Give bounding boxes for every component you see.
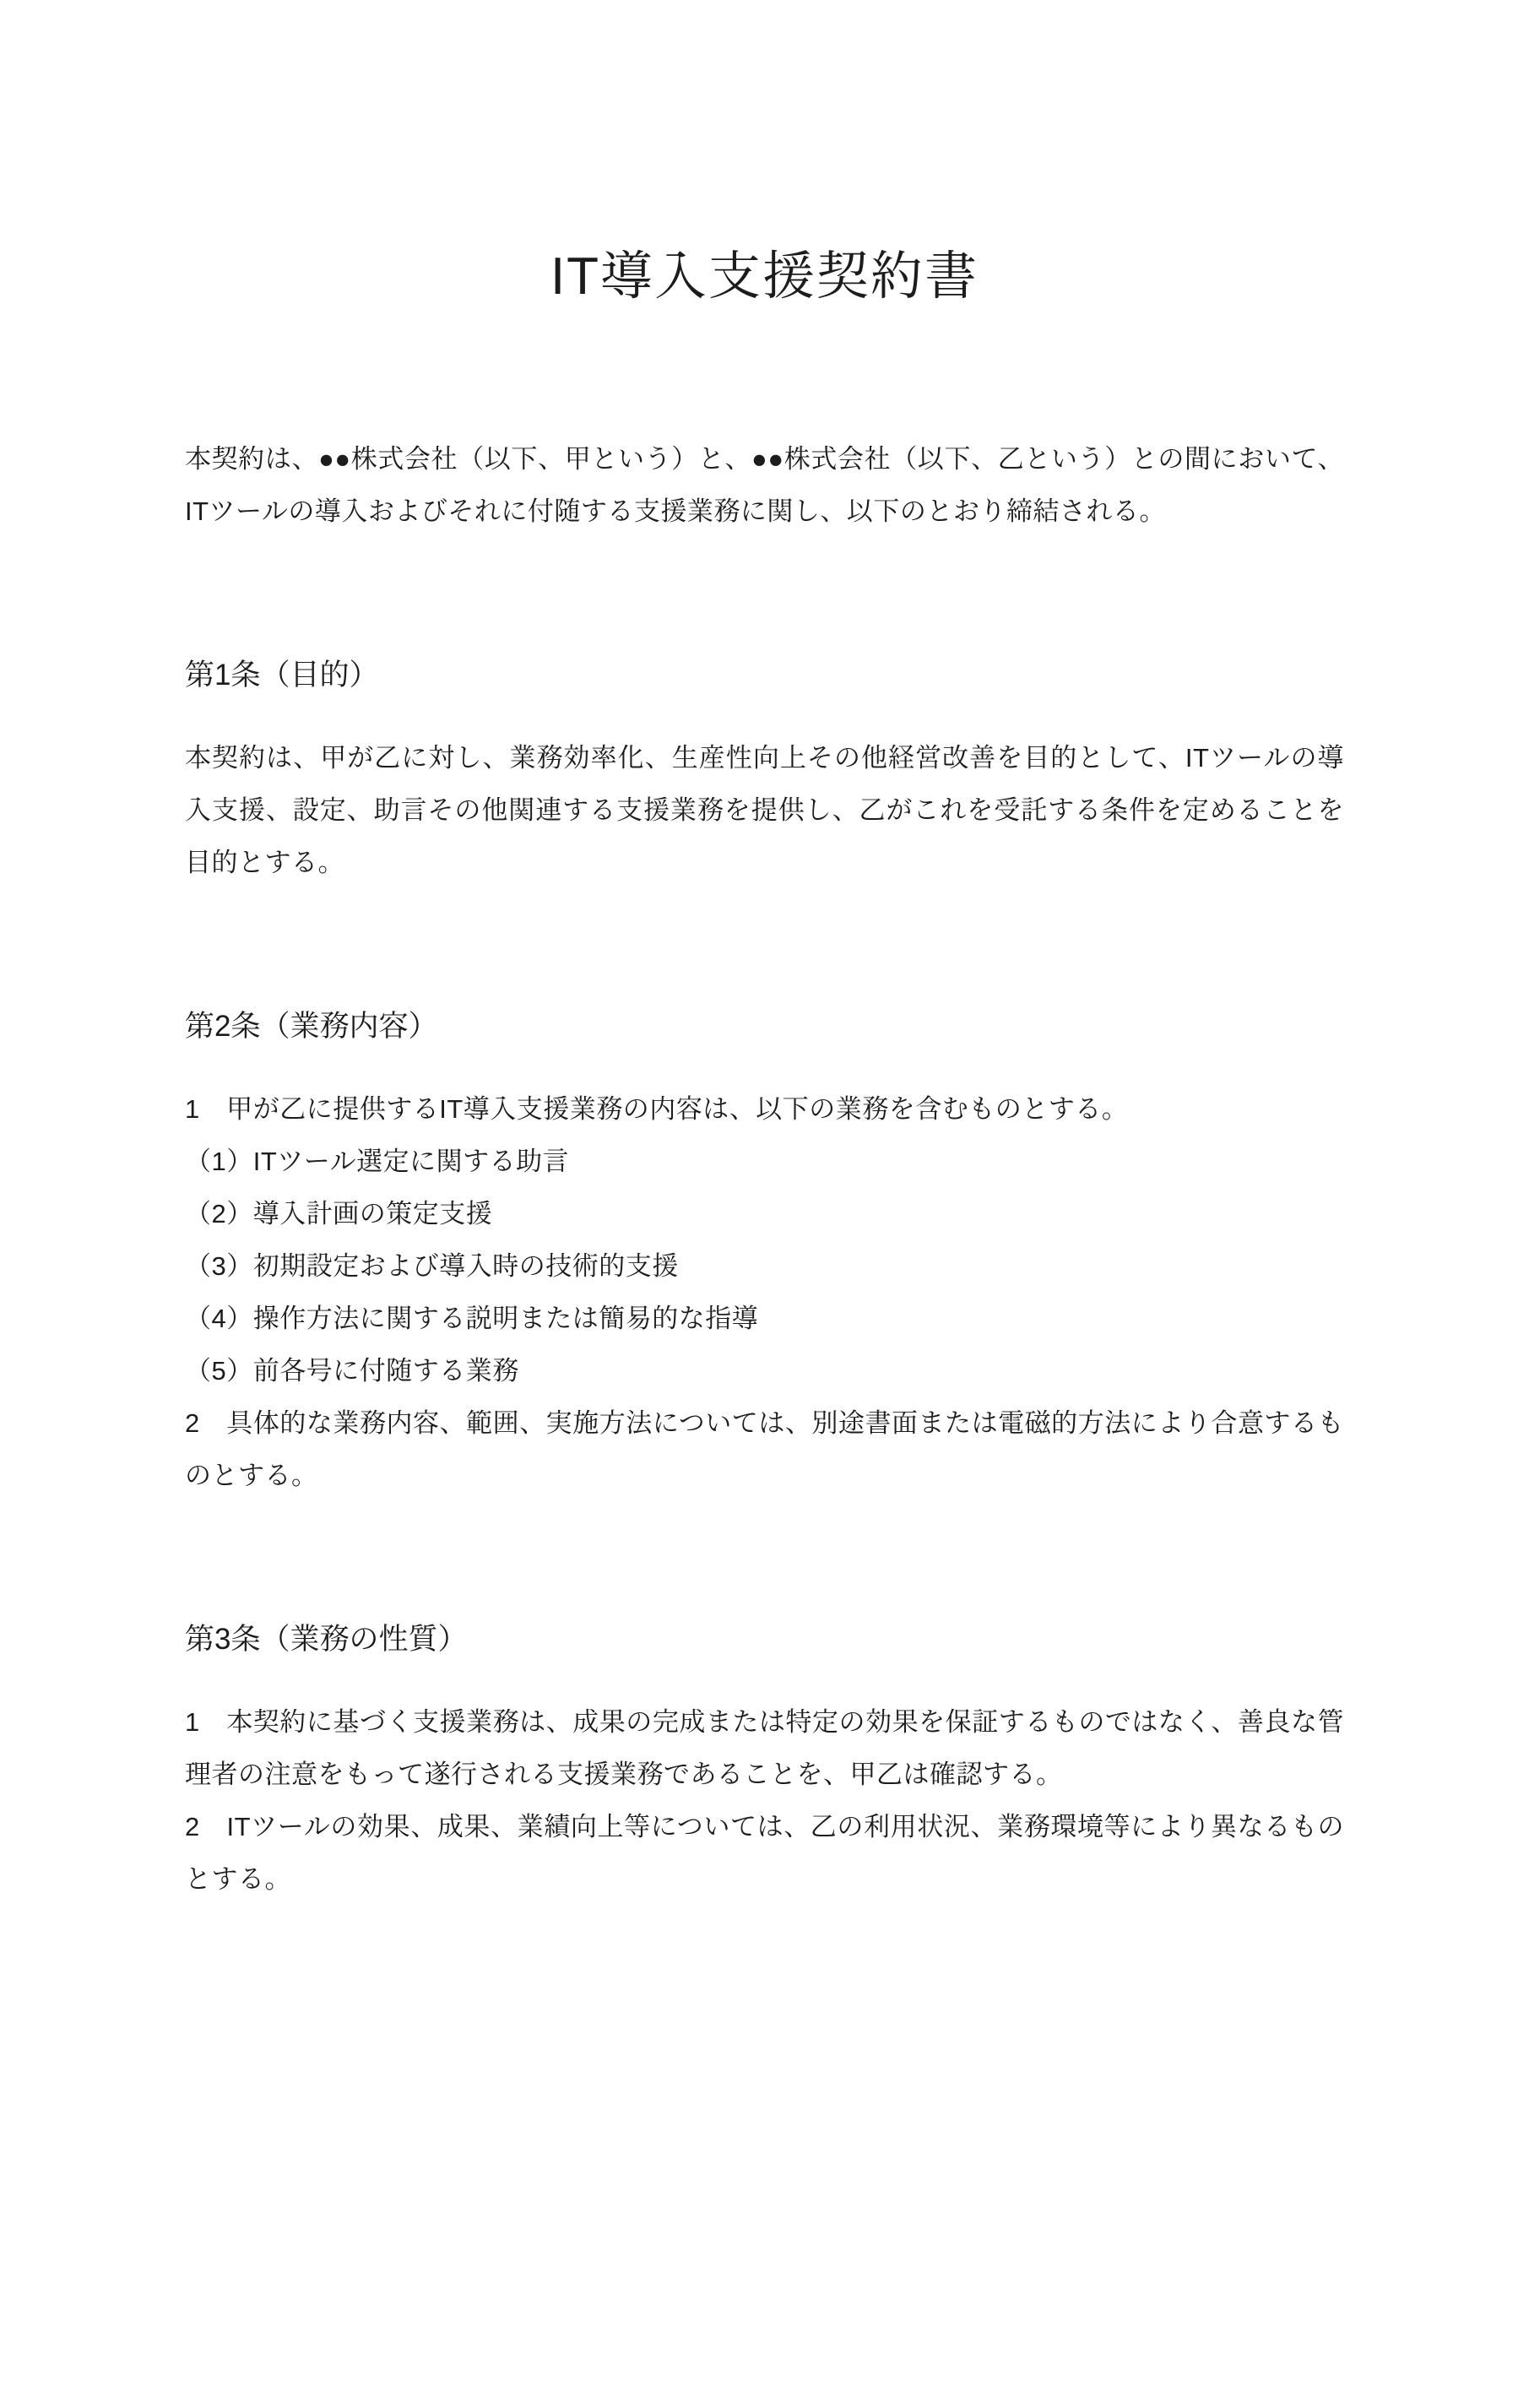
article-1-body xyxy=(185,732,1344,889)
article-2-heading: 第2条（業務内容） xyxy=(185,1010,438,1044)
article-3-clause-1: 1 本契約に基づく支援業務は、成果の完成または特定の効果を保証するものではなく、善良な管理者の注意をもって遂行される支援業務であることを、甲乙は確認する。 xyxy=(185,1707,1344,1790)
article-2-item-1: （1）ITツール選定に関する助言 xyxy=(185,1147,570,1177)
article-3 xyxy=(185,1620,1344,1906)
intro-paragraph: 本契約は、●●株式会社（以下、甲という）と、●●株式会社（以下、乙という）との間において、ITツールの導入およびそれに付随する支援業務に関し、以下のとおり締結される。 xyxy=(185,444,1344,527)
article-3-heading: 第3条（業務の性質） xyxy=(185,1623,468,1657)
contract-document-page xyxy=(0,247,1529,2408)
article-1 xyxy=(185,656,1344,889)
article-2-clause-1: 1 甲が乙に提供するIT導入支援業務の内容は、以下の業務を含むものとする。 xyxy=(185,1094,1129,1125)
document-title: IT導入支援契約書 xyxy=(550,247,979,306)
article-3-clause-2: 2 ITツールの効果、成果、業績向上等については、乙の利用状況、業務環境等により異なるものとする。 xyxy=(185,1812,1344,1895)
article-2-item-5: （5）前各号に付随する業務 xyxy=(185,1356,519,1386)
article-2-clause-2: 2 具体的な業務内容、範囲、実施方法については、別途書面または電磁的方法により合意するものとする。 xyxy=(185,1408,1344,1491)
article-2-body xyxy=(185,1083,1344,1502)
article-3-body xyxy=(185,1696,1344,1906)
article-1-heading: 第1条（目的） xyxy=(185,659,379,692)
article-2-item-4: （4）操作方法に関する説明または簡易的な指導 xyxy=(185,1304,759,1334)
article-2 xyxy=(185,1007,1344,1502)
article-2-item-2: （2）導入計画の策定支援 xyxy=(185,1199,493,1229)
article-2-item-3: （3）初期設定および導入時の技術的支援 xyxy=(185,1251,679,1282)
article-1-paragraph: 本契約は、甲が乙に対し、業務効率化、生産性向上その他経営改善を目的として、ITツールの導入支援、設定、助言その他関連する支援業務を提供し、乙がこれを受託する条件を定めることを目的とする。 xyxy=(185,743,1344,878)
